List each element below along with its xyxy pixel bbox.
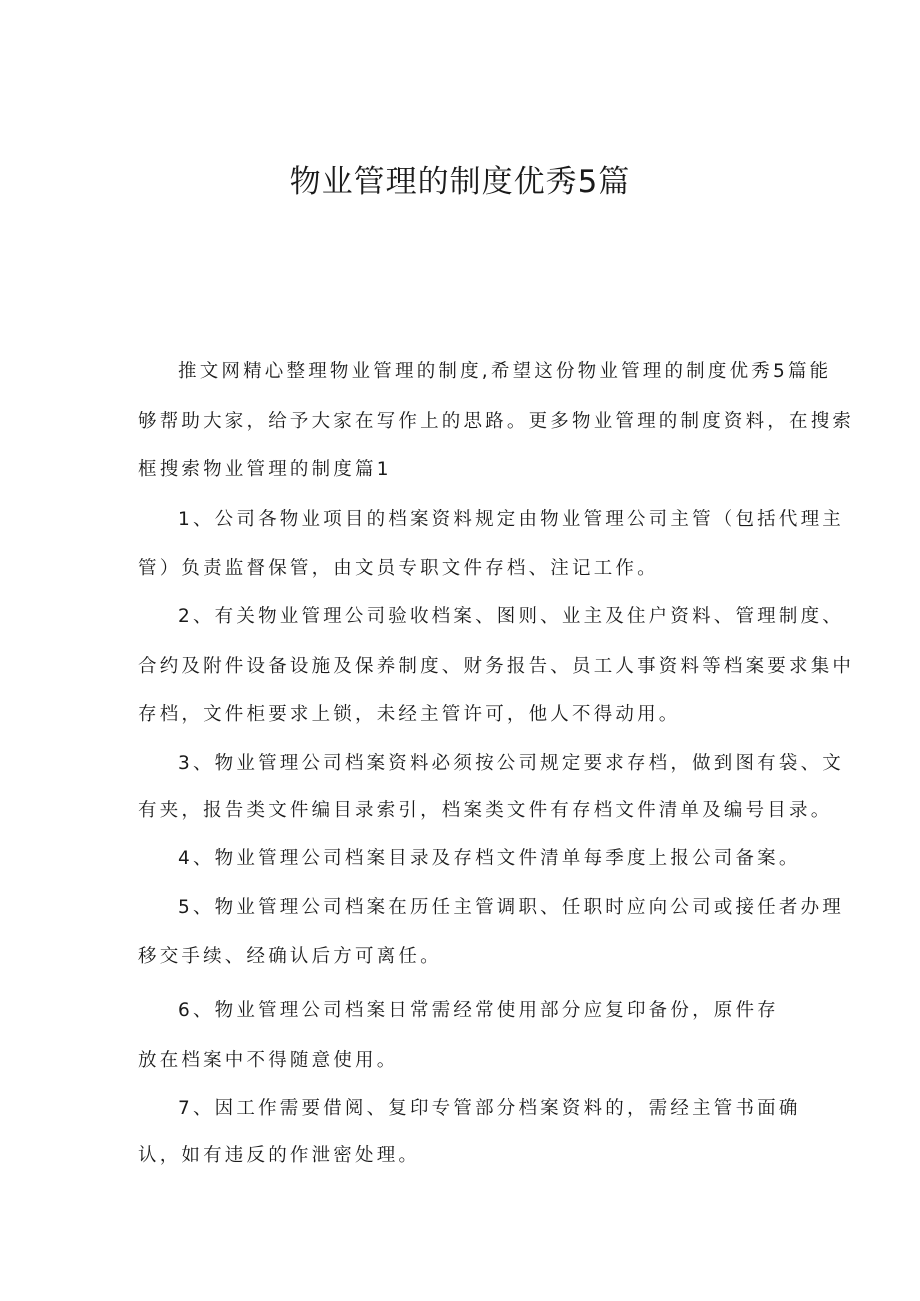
paragraph-item-2-line-2: 合约及附件设备设施及保养制度、财务报告、员工人事资料等档案要求集中	[138, 656, 855, 677]
paragraph-item-6-line-1: 6、物业管理公司档案日常需经常使用部分应复印备份，原件存	[178, 1000, 779, 1021]
paragraph-intro-line-2: 够帮助大家，给予大家在写作上的思路。更多物业管理的制度资料，在搜索	[138, 411, 855, 432]
document-title: 物业管理的制度优秀5篇	[289, 164, 631, 200]
paragraph-item-1-line-1: 1、公司各物业项目的档案资料规定由物业管理公司主管（包括代理主	[178, 509, 844, 530]
paragraph-intro-line-3: 框搜索物业管理的制度篇1	[138, 459, 392, 480]
paragraph-item-4-line-1: 4、物业管理公司档案目录及存档文件清单每季度上报公司备案。	[178, 848, 801, 869]
paragraph-item-7-line-1: 7、因工作需要借阅、复印专管部分档案资料的，需经主管书面确	[178, 1098, 801, 1119]
paragraph-intro-line-1: 推文网精心整理物业管理的制度,希望这份物业管理的制度优秀5篇能	[178, 361, 832, 382]
paragraph-item-7-line-2: 认，如有违反的作泄密处理。	[138, 1145, 421, 1166]
paragraph-item-2-line-3: 存档，文件柜要求上锁，未经主管许可，他人不得动用。	[138, 704, 681, 725]
paragraph-item-2-line-1: 2、有关物业管理公司验收档案、图则、业主及住户资料、管理制度、	[178, 606, 844, 627]
paragraph-item-5-line-1: 5、物业管理公司档案在历任主管调职、任职时应向公司或接任者办理	[178, 897, 844, 918]
paragraph-item-3-line-2: 有夹，报告类文件编目录索引，档案类文件有存档文件清单及编号目录。	[138, 800, 833, 821]
paragraph-item-3-line-1: 3、物业管理公司档案资料必须按公司规定要求存档，做到图有袋、文	[178, 753, 844, 774]
paragraph-item-5-line-2: 移交手续、经确认后方可离任。	[138, 946, 442, 967]
paragraph-item-6-line-2: 放在档案中不得随意使用。	[138, 1050, 399, 1071]
paragraph-item-1-line-2: 管）负责监督保管，由文员专职文件存档、注记工作。	[138, 558, 659, 579]
